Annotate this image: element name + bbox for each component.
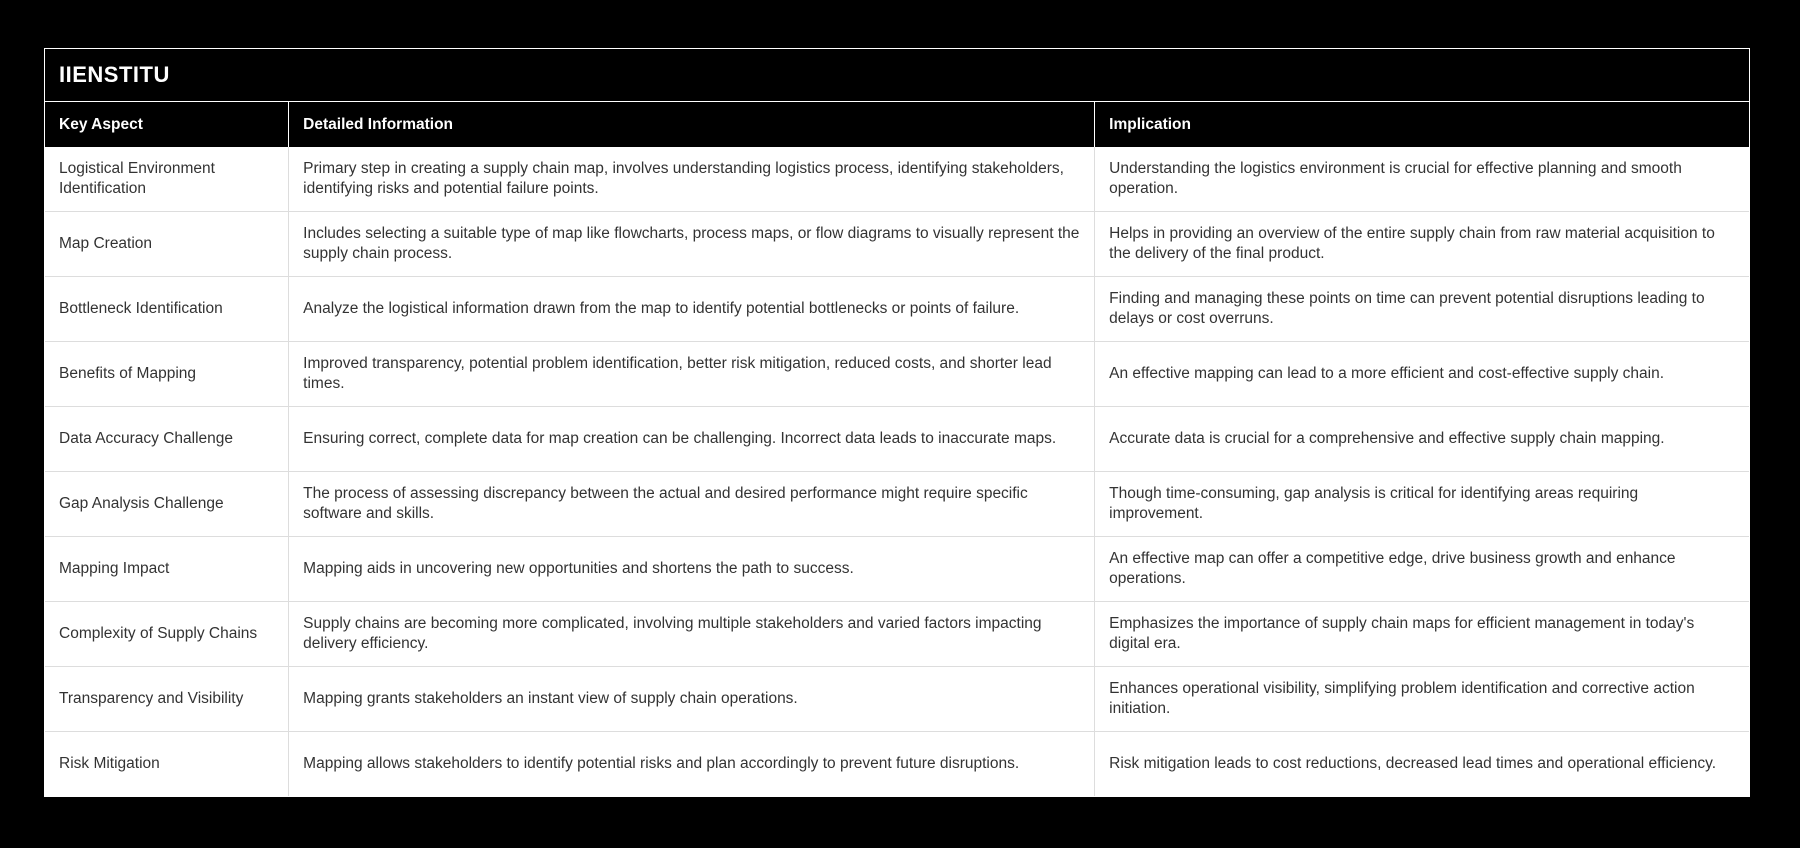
detail-cell: Analyze the logistical information drawn from the map to identify potential bottlenecks or points of failure.	[289, 277, 1095, 342]
detail-cell: The process of assessing discrepancy between the actual and desired performance might require specific software and skills.	[289, 472, 1095, 537]
table-row	[45, 342, 1749, 407]
table-row	[45, 212, 1749, 277]
table-row	[45, 277, 1749, 342]
detail-cell: Primary step in creating a supply chain map, involves understanding logistics process, identifying stakeholders, identifying risks and potential failure points.	[289, 147, 1095, 212]
implication-cell: An effective map can offer a competitive edge, drive business growth and enhance operations.	[1095, 537, 1749, 602]
key-aspect-cell: Complexity of Supply Chains	[45, 602, 289, 667]
detail-cell: Ensuring correct, complete data for map creation can be challenging. Incorrect data leads to inaccurate maps.	[289, 407, 1095, 472]
brand-title: IIENSTITU	[45, 49, 1749, 102]
table-row	[45, 147, 1749, 212]
detail-cell: Mapping grants stakeholders an instant view of supply chain operations.	[289, 667, 1095, 732]
implication-cell: Risk mitigation leads to cost reductions, decreased lead times and operational efficiency.	[1095, 732, 1749, 797]
key-aspect-cell: Bottleneck Identification	[45, 277, 289, 342]
key-aspect-cell: Map Creation	[45, 212, 289, 277]
detail-cell: Mapping allows stakeholders to identify potential risks and plan accordingly to prevent future disruptions.	[289, 732, 1095, 797]
key-aspect-cell: Mapping Impact	[45, 537, 289, 602]
implication-cell: Emphasizes the importance of supply chain maps for efficient management in today's digital era.	[1095, 602, 1749, 667]
table-row	[45, 407, 1749, 472]
key-aspect-cell: Risk Mitigation	[45, 732, 289, 797]
key-aspect-cell: Logistical Environment Identification	[45, 147, 289, 212]
implication-cell: Enhances operational visibility, simplifying problem identification and corrective action initiation.	[1095, 667, 1749, 732]
implication-cell: Accurate data is crucial for a comprehensive and effective supply chain mapping.	[1095, 407, 1749, 472]
detail-cell: Improved transparency, potential problem identification, better risk mitigation, reduced costs, and shorter lead times.	[289, 342, 1095, 407]
key-aspect-cell: Transparency and Visibility	[45, 667, 289, 732]
table-card	[44, 48, 1750, 797]
detail-cell: Mapping aids in uncovering new opportunities and shortens the path to success.	[289, 537, 1095, 602]
table-row	[45, 472, 1749, 537]
key-aspect-cell: Benefits of Mapping	[45, 342, 289, 407]
column-header-implication: Implication	[1095, 102, 1749, 147]
table-row	[45, 602, 1749, 667]
key-aspect-cell: Data Accuracy Challenge	[45, 407, 289, 472]
table-row	[45, 537, 1749, 602]
column-header-detailed-information: Detailed Information	[289, 102, 1095, 147]
implication-cell: Finding and managing these points on time can prevent potential disruptions leading to delays or cost overruns.	[1095, 277, 1749, 342]
key-aspect-cell: Gap Analysis Challenge	[45, 472, 289, 537]
implication-cell: Understanding the logistics environment is crucial for effective planning and smooth operation.	[1095, 147, 1749, 212]
supply-chain-table	[45, 102, 1749, 796]
detail-cell: Includes selecting a suitable type of map like flowcharts, process maps, or flow diagrams to visually represent the supply chain process.	[289, 212, 1095, 277]
implication-cell: Helps in providing an overview of the entire supply chain from raw material acquisition to the delivery of the final product.	[1095, 212, 1749, 277]
detail-cell: Supply chains are becoming more complicated, involving multiple stakeholders and varied factors impacting delivery efficiency.	[289, 602, 1095, 667]
column-header-key-aspect: Key Aspect	[45, 102, 289, 147]
table-row	[45, 732, 1749, 797]
header-row	[45, 102, 1749, 147]
implication-cell: Though time-consuming, gap analysis is critical for identifying areas requiring improvement.	[1095, 472, 1749, 537]
implication-cell: An effective mapping can lead to a more efficient and cost-effective supply chain.	[1095, 342, 1749, 407]
table-row	[45, 667, 1749, 732]
